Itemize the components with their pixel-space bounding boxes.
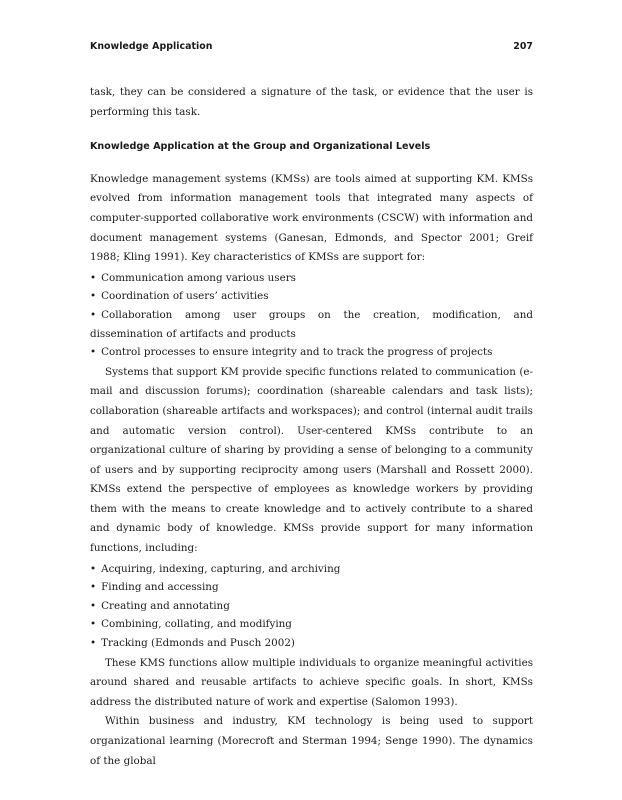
section-heading: Knowledge Application at the Group and Organizational Levels (90, 141, 431, 153)
paragraph-carryover: task, they can be considered a signature of the task, or evidence that the user is performing this task. (90, 86, 533, 118)
body-text (90, 83, 533, 771)
list-item: • Combining, collating, and modifying (90, 615, 533, 634)
running-title: Knowledge Application (90, 41, 213, 52)
page-number: 207 (513, 41, 533, 52)
running-head (90, 41, 533, 52)
list-item: • Tracking (Edmonds and Pusch 2002) (90, 634, 533, 653)
bullet-list-characteristics (90, 269, 533, 362)
paragraph-systems: Systems that support KM provide specific functions related to communication (e-mail and discussion forums); coordination (shareable calendars and task lists); collaboration (shareable artifacts and workspaces); and control (internal audit trails and automatic version control). User-centered KMSs contribute to an organizational culture of sharing by providing a sense of belonging to a community of users and by supporting reciprocity among users (Marshall and Rossett 2000). KMSs extend the perspective of employees as knowledge workers by providing them with the means to create knowledge and to actively contribute to a shared and dynamic body of knowledge. KMSs provide support for many information functions, including: (90, 365, 533, 555)
list-item: • Communication among various users (90, 269, 533, 288)
bullet-list-functions (90, 560, 533, 653)
list-item: • Acquiring, indexing, capturing, and archiving (90, 560, 533, 579)
paragraph-kms-intro: Knowledge management systems (KMSs) are tools aimed at supporting KM. KMSs evolved from information management tools that integrated many aspects of computer-supported collaborative work environments (CSCW) with information and document management systems (Ganesan, Edmonds, and Spector 2001; Greif 1988; Kling 1991). Key characteristics of KMSs are support for: (90, 172, 533, 264)
list-item: • Control processes to ensure integrity and to track the progress of projects (90, 343, 533, 362)
list-item: • Collaboration among user groups on the creation, modification, and dissemination of artifacts and products (90, 306, 533, 343)
list-item: • Coordination of users’ activities (90, 287, 533, 306)
paragraph-business: Within business and industry, KM technology is being used to support organizational learning (Morecroft and Sterman 1994; Senge 1990). The dynamics of the global (90, 715, 533, 767)
list-item: • Creating and annotating (90, 597, 533, 616)
paragraph-functions-allow: These KMS functions allow multiple individuals to organize meaningful activities around shared and reusable artifacts to achieve specific goals. In short, KMSs address the distributed nature of work and expertise (Salomon 1993). (90, 656, 533, 708)
list-item: • Finding and accessing (90, 578, 533, 597)
